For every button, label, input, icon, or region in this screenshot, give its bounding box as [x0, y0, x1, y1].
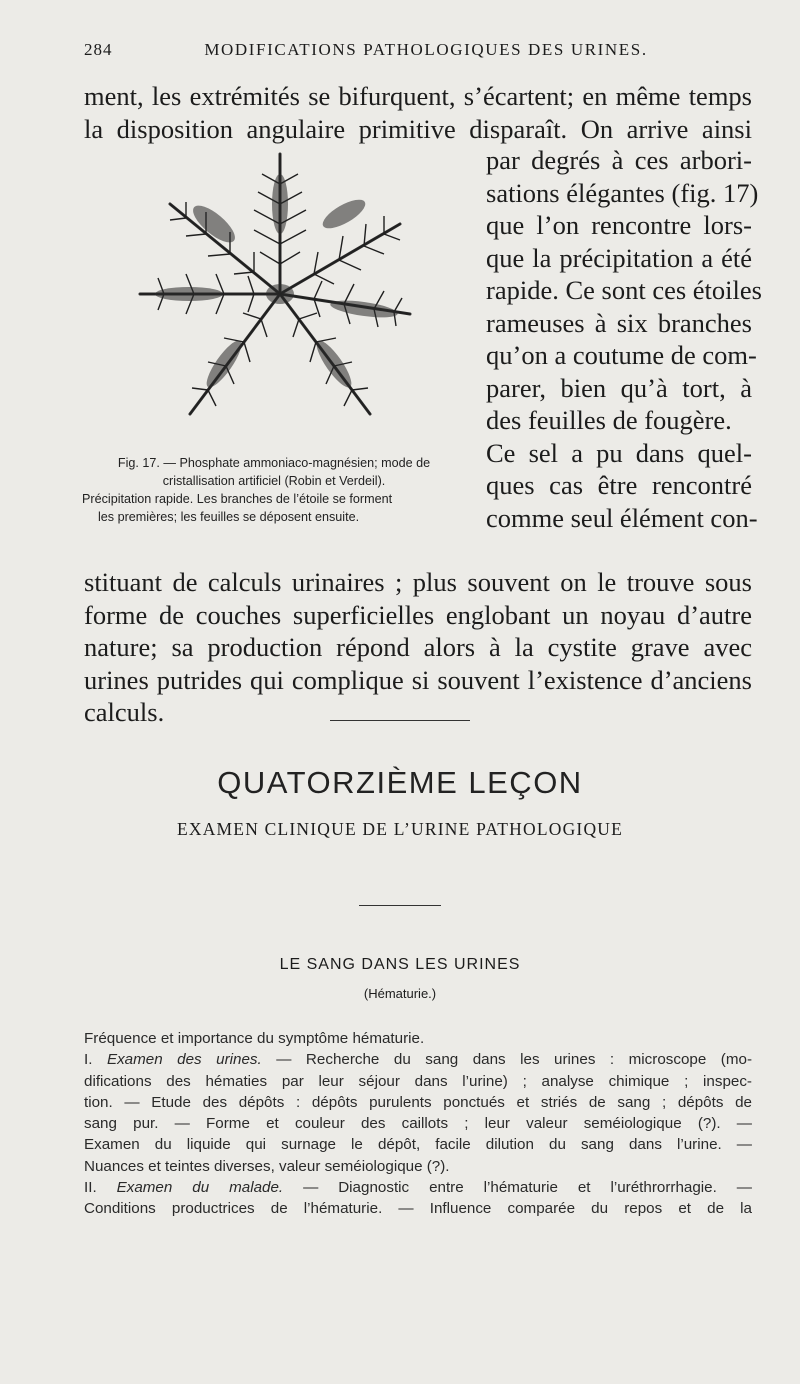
summary-line: Conditions productrices de l’hématurie. — Influence comparée du repos et de la [84, 1200, 752, 1218]
caption-line: les premières; les feuilles se déposent ensuite. [98, 510, 360, 524]
summary-text: — Recherche du sang dans les urines : microscope (mo- [261, 1051, 753, 1069]
caption-line: Précipitation rapide. Les branches de l’étoile se forment [82, 492, 393, 506]
paragraph-intro [84, 80, 752, 145]
text-line: parer, bien qu’à tort, à [486, 372, 752, 403]
figure-crystal-illustration [94, 144, 466, 460]
subsection-heading: Examen du malade. [116, 1179, 284, 1197]
section-note: (Hématurie.) [363, 986, 437, 1001]
summary-text: — Diagnostic entre l’hématurie et l’uréthrorrhagie. — [283, 1179, 752, 1197]
text-line: forme de couches superficielles englobant un noyau d’autre [84, 599, 752, 630]
summary-line: tion. — Etude des dépôts : dépôts purulents ponctués et striés de sang ; dépôts de [84, 1093, 752, 1111]
text-line: urines putrides qui complique si souvent l’existence d’anciens [84, 664, 752, 695]
caption-line: cristallisation artificiel (Robin et Verdeil). [162, 474, 386, 488]
summary-line: difications des hématies par leur séjour dans l’urine) ; analyse chimique ; inspec- [84, 1072, 752, 1090]
summary-line [84, 1049, 752, 1070]
text-line: la disposition angulaire primitive disparaît. On arrive ainsi [84, 113, 752, 144]
section-title: LE SANG DANS LES URINES [279, 956, 521, 973]
caption-line: Fig. 17. — Phosphate ammoniaco-magnésien; mode de [117, 456, 431, 470]
running-title: MODIFICATIONS PATHOLOGIQUES DES URINES. [204, 40, 648, 59]
text-line: ques cas être rencontré [486, 470, 752, 500]
figure-caption [82, 454, 466, 526]
divider-rule [330, 720, 470, 721]
text-line: sations élégantes (fig. 17) [486, 177, 759, 208]
text-line: calculs. [84, 697, 165, 727]
wrapped-text-column [486, 144, 762, 534]
paragraph-continuation [84, 566, 752, 729]
text-line: qu’on a coutume de com- [486, 340, 757, 370]
lecture-subtitle: EXAMEN CLINIQUE DE L’URINE PATHOLOGIQUE [176, 819, 624, 839]
summary-line [84, 1177, 752, 1198]
text-line: ment, les extrémités se bifurquent, s’écartent; en même temps [84, 81, 752, 111]
text-line: des feuilles de fougère. [486, 405, 732, 435]
crystal-engraving [94, 144, 466, 460]
section-number: II. [84, 1179, 117, 1197]
text-line: rapide. Ce sont ces étoiles [486, 275, 762, 305]
text-line: que la précipitation a été [486, 242, 752, 273]
text-line: rameuses à six branches [486, 307, 752, 338]
section-number: I. [84, 1051, 107, 1069]
text-line: que l’on rencontre lors- [486, 210, 752, 240]
lecture-title: QUATORZIÈME LEÇON [217, 765, 583, 800]
text-line: nature; sa production répond alors à la cystite grave avec [84, 632, 752, 662]
text-line: par degrés à ces arbori- [486, 145, 752, 175]
summary-line: Fréquence et importance du symptôme hématurie. [84, 1030, 425, 1047]
text-line: Ce sel a pu dans quel- [486, 437, 752, 468]
text-line: comme seul élément con- [486, 502, 758, 533]
running-header [84, 40, 750, 66]
summary-line: sang pur. — Forme et couleur des caillots ; leur valeur seméiologique (?). — [84, 1115, 752, 1133]
text-line: stituant de calculs urinaires ; plus souvent on le trouve sous [84, 567, 752, 597]
summary-line: Nuances et teintes diverses, valeur seméiologique (?). [84, 1157, 450, 1175]
lecture-summary [84, 1028, 752, 1220]
summary-line: Examen du liquide qui surnage le dépôt, facile dilution du sang dans l’urine. — [84, 1136, 752, 1154]
subsection-heading: Examen des urines. [106, 1051, 262, 1069]
divider-rule-short [359, 905, 441, 906]
page-number: 284 [84, 40, 113, 59]
